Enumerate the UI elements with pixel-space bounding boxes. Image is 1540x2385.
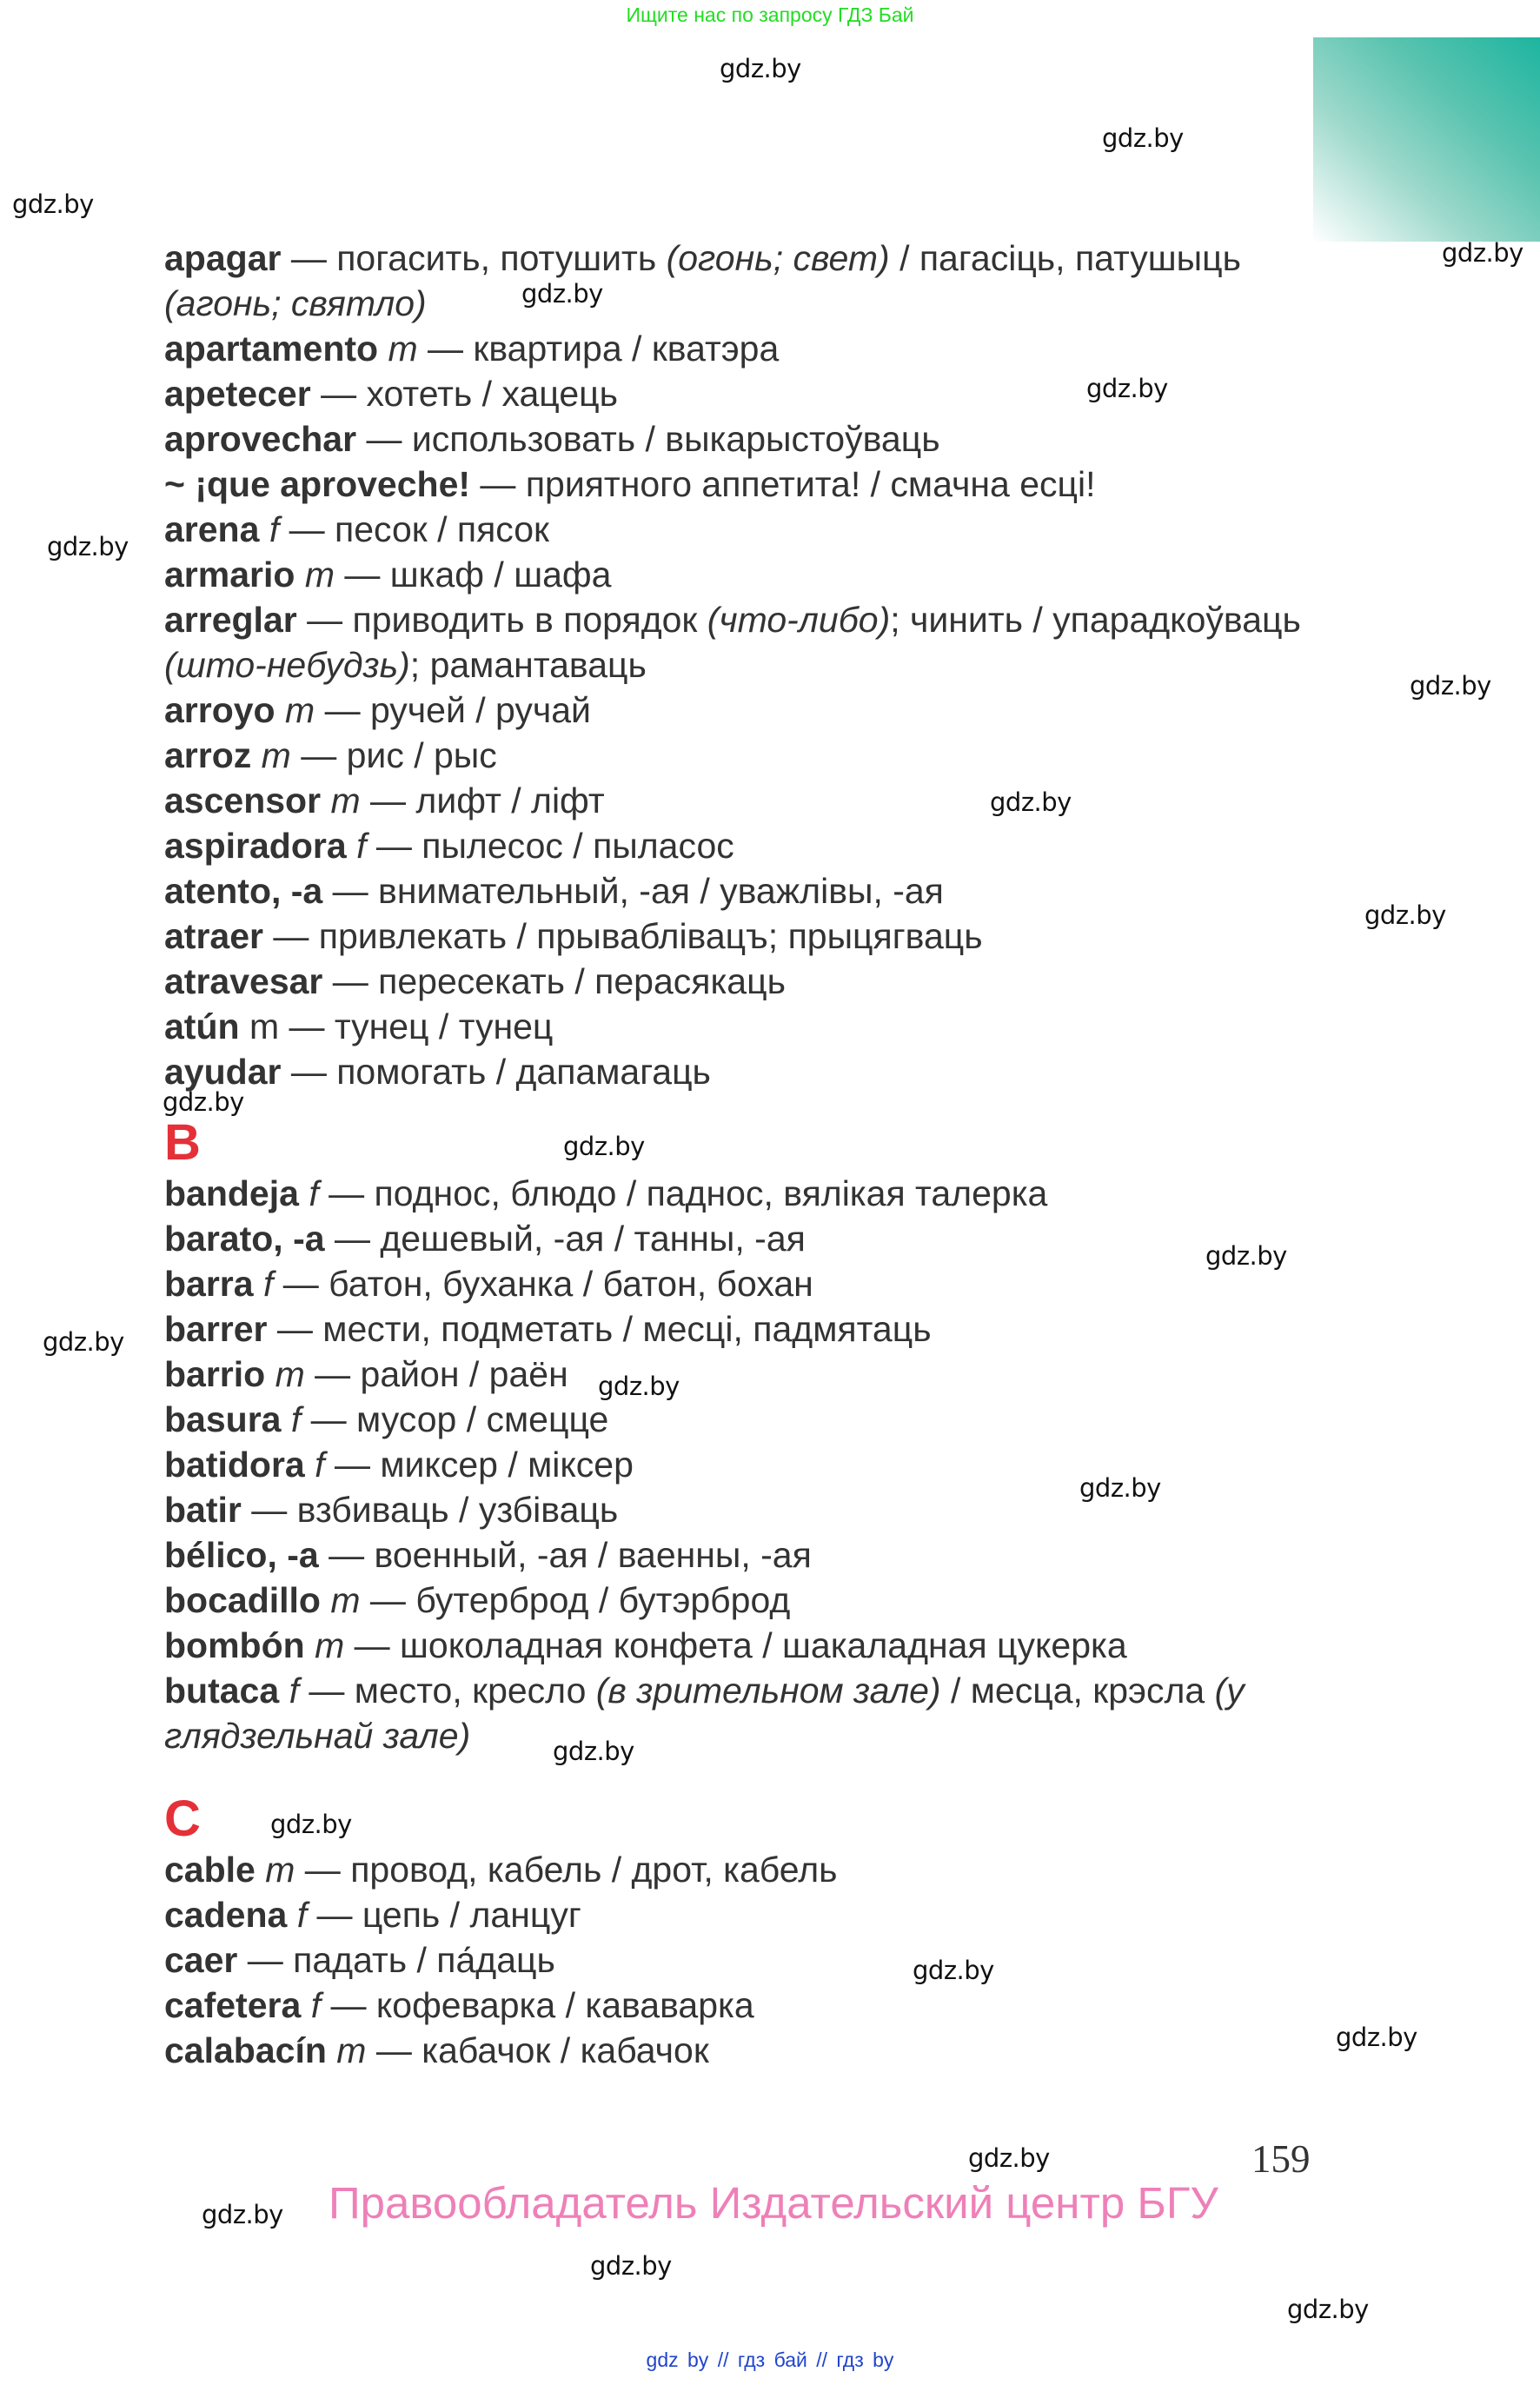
- translation: — падать / па́даць: [237, 1940, 555, 1980]
- watermark-text: gdz.by: [163, 1087, 244, 1117]
- watermark-text: gdz.by: [47, 532, 129, 561]
- dictionary-entry: [164, 1623, 1320, 1668]
- dictionary-entry: [164, 1049, 1320, 1094]
- translation: — пылесос / пыласос: [366, 826, 734, 866]
- watermark-text: gdz.by: [1079, 1473, 1161, 1503]
- translation: — помогать / дапамагаць: [281, 1052, 711, 1092]
- translation: / пагасіць, патушыць: [889, 238, 1241, 278]
- italic-note: f: [310, 1985, 322, 2025]
- italic-note: (у глядзельнай зале): [164, 1671, 1245, 1756]
- search-banner: Ищите нас по запросу ГДЗ Бай: [626, 3, 914, 26]
- headword: butaca: [164, 1671, 280, 1711]
- headword: arena: [164, 509, 260, 549]
- translation: — бутерброд / бутэрброд: [360, 1580, 791, 1620]
- dictionary-entry: [164, 1892, 1320, 1937]
- dictionary-entry: [164, 1171, 1320, 1216]
- translation: [321, 1580, 330, 1620]
- translation: — квартира / кватэра: [417, 329, 780, 369]
- watermark-text: gdz.by: [202, 2200, 283, 2229]
- italic-note: (агонь; святло): [164, 283, 427, 323]
- headword: barra: [164, 1264, 254, 1304]
- watermark-text: gdz.by: [521, 279, 603, 309]
- translation: [251, 735, 261, 775]
- dictionary-entry: [164, 1306, 1320, 1352]
- translation: — пересекать / перасякаць: [322, 961, 786, 1001]
- section-letter-c: C: [164, 1790, 201, 1847]
- translation: — мусор / смецце: [301, 1399, 609, 1439]
- headword: cable: [164, 1850, 256, 1890]
- dictionary-entry: [164, 1847, 1320, 1892]
- translation: [259, 509, 269, 549]
- headword: barrer: [164, 1309, 268, 1349]
- headword: aprovechar: [164, 419, 357, 459]
- translation: — внимательный, -ая / уважлівы, -ая: [322, 871, 944, 911]
- watermark-text: gdz.by: [990, 787, 1072, 817]
- translation: / месца, крэсла: [940, 1671, 1215, 1711]
- translation: — рис / рыс: [290, 735, 497, 775]
- italic-note: m: [315, 1625, 345, 1665]
- headword: arroyo: [164, 690, 275, 730]
- dictionary-content: [164, 236, 1320, 2073]
- dictionary-entry: [164, 823, 1320, 868]
- translation: [299, 1173, 309, 1213]
- dictionary-entry: [164, 1352, 1320, 1397]
- translation: — миксер / міксер: [324, 1445, 634, 1485]
- translation: ; чинить / упарадкоўваць: [890, 600, 1301, 640]
- translation: — кофеварка / кававарка: [321, 1985, 754, 2025]
- italic-note: (што-небудзь): [164, 645, 410, 685]
- dictionary-entry: [164, 1578, 1320, 1623]
- section-letter-b: B: [164, 1114, 201, 1171]
- headword: ascensor: [164, 781, 322, 820]
- headword: atento, -a: [164, 871, 323, 911]
- italic-note: f: [290, 1399, 302, 1439]
- dictionary-entry: [164, 2028, 1320, 2073]
- translation: — провод, кабель / дрот, кабель: [295, 1850, 838, 1890]
- headword: ~ ¡que aproveche!: [164, 464, 471, 504]
- translation: [279, 1671, 289, 1711]
- headword: aspiradora: [164, 826, 347, 866]
- headword: apagar: [164, 238, 282, 278]
- translation: — дешевый, -ая / танны, -ая: [324, 1219, 806, 1259]
- translation: — песок / пясок: [279, 509, 549, 549]
- translation: — шоколадная конфета / шакаладная цукерка: [344, 1625, 1127, 1665]
- headword: bombón: [164, 1625, 305, 1665]
- watermark-text: gdz.by: [590, 2251, 672, 2281]
- headword: cadena: [164, 1895, 288, 1935]
- dictionary-entry: [164, 913, 1320, 959]
- headword: armario: [164, 555, 295, 595]
- italic-note: f: [289, 1671, 299, 1711]
- watermark-text: gdz.by: [598, 1372, 680, 1401]
- dictionary-entry: [164, 1487, 1320, 1532]
- dictionary-entry: [164, 1937, 1320, 1983]
- translation: — шкаф / шафа: [334, 555, 612, 595]
- headword: bocadillo: [164, 1580, 321, 1620]
- translation: [327, 2030, 336, 2070]
- italic-note: (огонь; свет): [666, 238, 890, 278]
- translation: — кабачок / кабачок: [366, 2030, 709, 2070]
- translation: — цепь / ланцуг: [307, 1895, 581, 1935]
- dictionary-entry: [164, 1442, 1320, 1487]
- dictionary-entry: [164, 462, 1320, 507]
- translation: — батон, буханка / батон, бохан: [273, 1264, 813, 1304]
- headword: barrio: [164, 1354, 266, 1394]
- watermark-text: gdz.by: [1410, 671, 1491, 701]
- translation: [287, 1895, 296, 1935]
- watermark-text: gdz.by: [270, 1810, 352, 1839]
- translation: [305, 1445, 315, 1485]
- italic-note: m: [330, 1580, 361, 1620]
- translation: [305, 1625, 315, 1665]
- dictionary-entry: [164, 1668, 1320, 1758]
- headword: caer: [164, 1940, 238, 1980]
- dictionary-entry: [164, 507, 1320, 552]
- dictionary-entry: [164, 1397, 1320, 1442]
- translation: — хотеть / хацець: [310, 374, 618, 414]
- page-number: 159: [1251, 2137, 1311, 2181]
- translation: [347, 826, 356, 866]
- italic-note: f: [356, 826, 367, 866]
- dictionary-entry: [164, 416, 1320, 462]
- watermark-text: gdz.by: [1086, 374, 1168, 403]
- dictionary-entry: [164, 1532, 1320, 1578]
- watermark-text: gdz.by: [1287, 2295, 1369, 2324]
- headword: bélico, -a: [164, 1535, 319, 1575]
- translation: — приводить в порядок: [296, 600, 707, 640]
- italic-note: m: [285, 690, 315, 730]
- watermark-text: gdz.by: [563, 1132, 645, 1161]
- translation: [254, 1264, 263, 1304]
- watermark-text: gdz.by: [720, 54, 801, 83]
- watermark-text: gdz.by: [553, 1737, 634, 1766]
- translation: — приятного аппетита! / смачна есці!: [470, 464, 1096, 504]
- translation: — привлекать / прываблівацъ; прыцягваць: [262, 916, 983, 956]
- headword: ayudar: [164, 1052, 282, 1092]
- italic-note: (что-либо): [707, 600, 891, 640]
- dictionary-entry: [164, 326, 1320, 371]
- translation: — погасить, потушить: [281, 238, 667, 278]
- translation: — район / раён: [304, 1354, 568, 1394]
- translation: [256, 1850, 265, 1890]
- translation: — мести, подметать / месці, падмятаць: [267, 1309, 932, 1349]
- translation: — военный, -ая / ваенны, -ая: [318, 1535, 812, 1575]
- headword: batidora: [164, 1445, 305, 1485]
- watermark-text: gdz.by: [43, 1327, 124, 1357]
- watermark-text: gdz.by: [1336, 2023, 1417, 2052]
- headword: bandeja: [164, 1173, 299, 1213]
- italic-note: f: [269, 509, 280, 549]
- dictionary-entry: [164, 868, 1320, 913]
- italic-note: m: [330, 781, 361, 820]
- translation: [265, 1354, 275, 1394]
- italic-note: f: [315, 1445, 325, 1485]
- headword: atún: [164, 1006, 240, 1046]
- italic-note: m: [275, 1354, 305, 1394]
- headword: arroz: [164, 735, 252, 775]
- dictionary-entry: [164, 236, 1320, 326]
- headword: cafetera: [164, 1985, 302, 2025]
- watermark-text: gdz.by: [1102, 123, 1184, 153]
- watermark-text: gdz.by: [12, 189, 94, 219]
- translation: [295, 555, 304, 595]
- watermark-text: gdz.by: [1442, 238, 1523, 268]
- dictionary-entry: [164, 688, 1320, 733]
- corner-gradient-decoration: [1313, 37, 1540, 242]
- italic-note: (в зрительном зале): [595, 1671, 941, 1711]
- translation: — ручей / ручай: [315, 690, 591, 730]
- dictionary-entry: [164, 733, 1320, 778]
- translation: [275, 690, 285, 730]
- translation: — использовать / выкарыстоўваць: [356, 419, 940, 459]
- headword: apetecer: [164, 374, 311, 414]
- watermark-text: gdz.by: [1364, 900, 1446, 930]
- copyright-notice: Правообладатель Издательский центр БГУ: [329, 2178, 1218, 2228]
- translation: [378, 329, 388, 369]
- italic-note: f: [296, 1895, 308, 1935]
- translation: — лифт / ліфт: [360, 781, 605, 820]
- dictionary-entry: [164, 552, 1320, 597]
- dictionary-entry: [164, 1983, 1320, 2028]
- dictionary-entry: [164, 1261, 1320, 1306]
- translation: [281, 1399, 290, 1439]
- translation: — поднос, блюдо / паднос, вялікая талерка: [318, 1173, 1048, 1213]
- headword: basura: [164, 1399, 282, 1439]
- translation: m — тунец / тунец: [239, 1006, 554, 1046]
- italic-note: m: [265, 1850, 295, 1890]
- dictionary-entry: [164, 959, 1320, 1004]
- headword: barato, -a: [164, 1219, 325, 1259]
- italic-note: m: [388, 329, 418, 369]
- dictionary-entry: [164, 597, 1320, 688]
- headword: apartamento: [164, 329, 379, 369]
- watermark-text: gdz.by: [1205, 1241, 1287, 1271]
- translation: [321, 781, 330, 820]
- dictionary-entry: [164, 1216, 1320, 1261]
- watermark-text: gdz.by: [968, 2143, 1050, 2173]
- italic-note: m: [261, 735, 291, 775]
- bottom-links[interactable]: gdz by // гдз бай // гдз by: [646, 2348, 894, 2371]
- headword: calabacín: [164, 2030, 327, 2070]
- watermark-text: gdz.by: [913, 1956, 994, 1985]
- translation: [301, 1985, 310, 2025]
- translation: ; рамантаваць: [409, 645, 647, 685]
- headword: atravesar: [164, 961, 323, 1001]
- translation: — взбиваць / узбіваць: [241, 1490, 619, 1530]
- dictionary-entry: [164, 1004, 1320, 1049]
- italic-note: m: [336, 2030, 367, 2070]
- headword: atraer: [164, 916, 263, 956]
- headword: arreglar: [164, 600, 297, 640]
- italic-note: f: [309, 1173, 319, 1213]
- dictionary-entry: [164, 371, 1320, 416]
- italic-note: f: [262, 1264, 274, 1304]
- translation: — место, кресло: [298, 1671, 596, 1711]
- dictionary-entry: [164, 778, 1320, 823]
- italic-note: m: [304, 555, 335, 595]
- headword: batir: [164, 1490, 242, 1530]
